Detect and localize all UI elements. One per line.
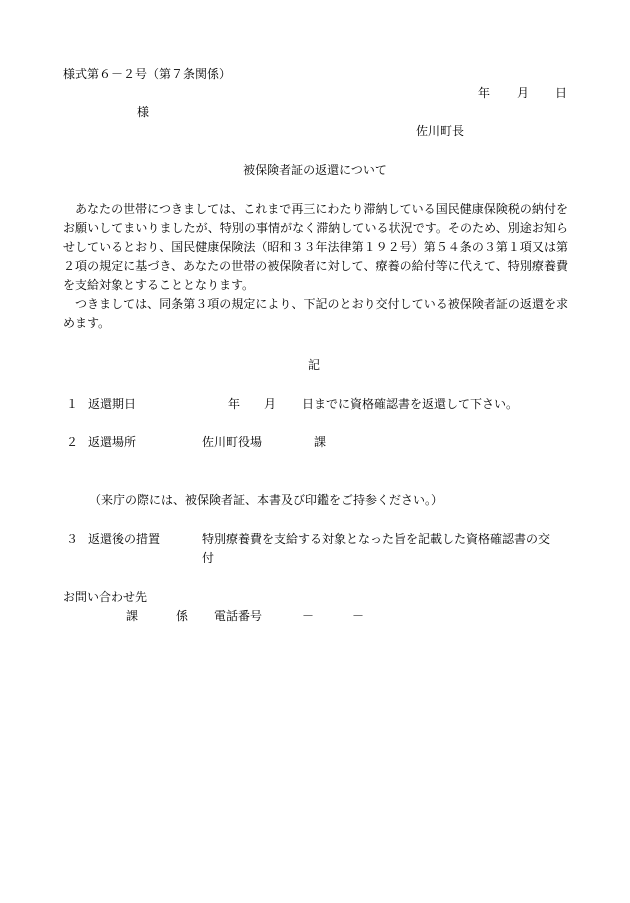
ki-marker: 記	[308, 358, 321, 372]
item2-label: 返還場所	[88, 435, 137, 449]
issuer-name: 佐川町長	[416, 124, 465, 138]
item1-label: 返還期日	[88, 397, 137, 411]
item3-number: ３	[66, 532, 79, 546]
item2-place: 佐川町役場	[202, 435, 263, 449]
document-title: 被保険者証の返還について	[243, 163, 387, 177]
date-day-label: 日	[555, 86, 568, 100]
item3-text-line2: 付	[202, 551, 215, 565]
body-paragraph-2: つきましては、同条第３項の規定により、下記のとおり交付している被保険者証の返還を求めます。	[63, 297, 568, 330]
contact-section: 課	[126, 609, 139, 623]
bring-items-note: （来庁の際には、被保険者証、本書及び印鑑をご持参ください。）	[89, 493, 444, 507]
item2-section: 課	[314, 435, 327, 449]
item3-label: 返還後の措置	[88, 532, 161, 546]
contact-phone-dash-2: －	[352, 609, 365, 623]
body-text	[63, 200, 568, 333]
contact-staff: 係	[176, 609, 189, 623]
item1-month-label: 月	[264, 397, 277, 411]
form-number: 様式第６－２号（第７条関係）	[63, 67, 232, 81]
contact-phone-dash-1: －	[302, 609, 315, 623]
date-month-label: 月	[517, 86, 530, 100]
item2-number: ２	[66, 435, 79, 449]
addressee-suffix: 様	[137, 105, 150, 119]
body-paragraph-1: あなたの世帯につきましては、これまで再三にわたり滞納している国民健康保険税の納付をお願いしてまいりましたが、特別の事情がなく滞納している状況です。そのため、別途お知らせしているとおり、国民健康保険法（昭和３３年法律第１９２号）第５４条の３第１項又は第２項の規定に基づき、あなたの世帯の被保険者に対して、療養の給付等に代えて、特別療養費を支給対象とすることとなります。	[63, 202, 568, 292]
item1-text: 日までに資格確認書を返還して下さい。	[302, 397, 519, 411]
item3-text-line1: 特別療養費を支給する対象となった旨を記載した資格確認書の交	[202, 532, 551, 546]
item1-year-label: 年	[228, 397, 241, 411]
contact-heading: お問い合わせ先	[63, 590, 148, 604]
contact-phone-label: 電話番号	[214, 609, 263, 623]
date-year-label: 年	[478, 86, 491, 100]
item1-number: １	[66, 397, 79, 411]
